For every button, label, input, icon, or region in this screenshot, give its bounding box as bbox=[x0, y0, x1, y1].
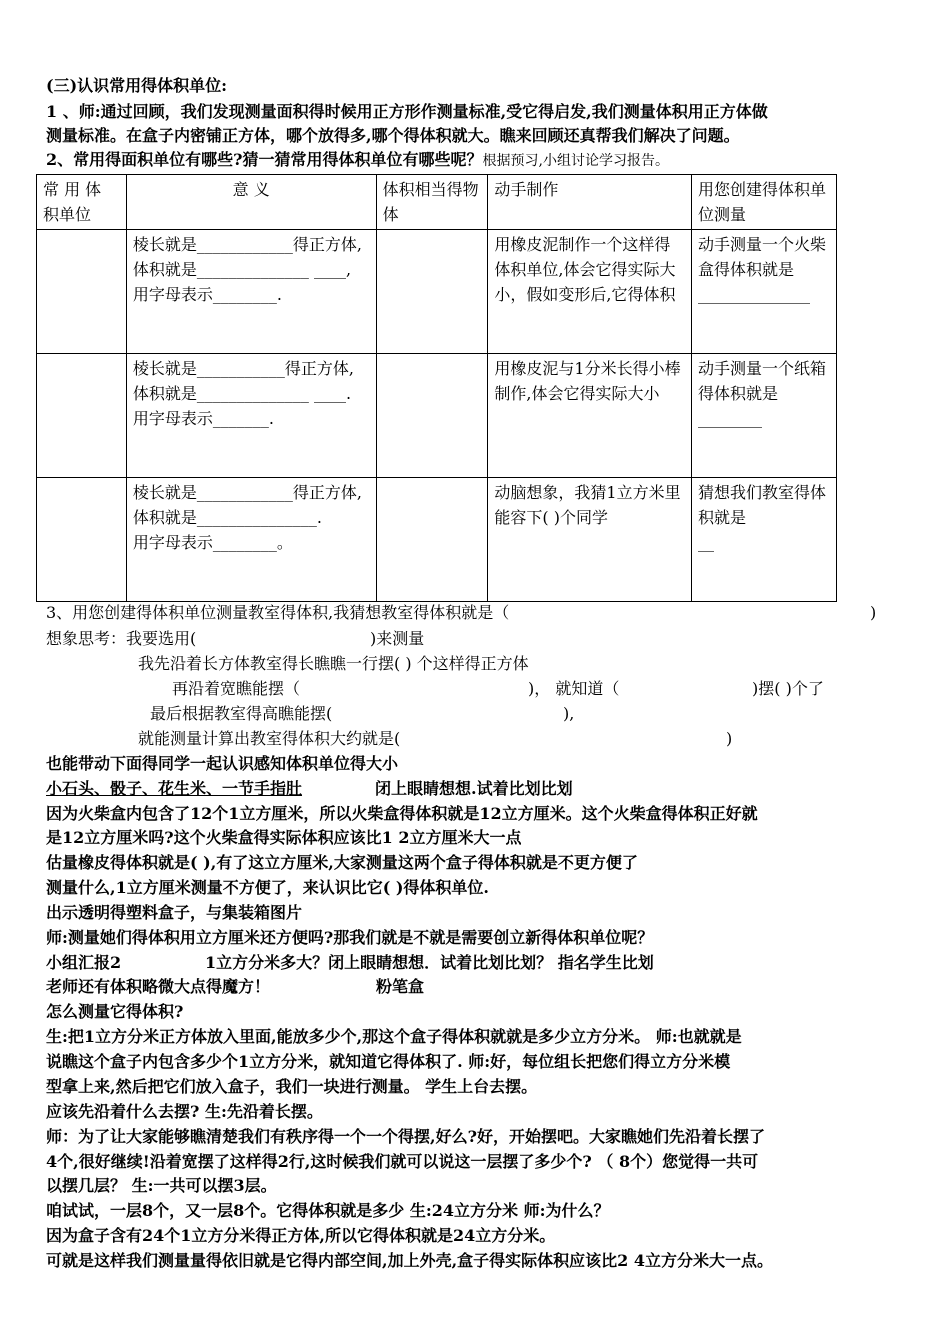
text-line: 再沿着宽瞧能摆（ bbox=[172, 679, 301, 698]
make-cell: 动脑想象，我猜1立方米里能容下( )个同学 bbox=[488, 478, 692, 602]
text-line: 估量橡皮得体积就是( ),有了这立方厘米,大家测量这两个盒子得体积就是不更方便了 bbox=[46, 853, 638, 872]
meaning-cell: 棱长就是___________得正方体, 体积就是______________ ____. 用字母表示_______. bbox=[126, 354, 376, 478]
table-row bbox=[37, 230, 837, 354]
text-line: 最后根据教室得高瞧能摆( bbox=[150, 704, 333, 723]
text-line: 因为盒子含有24个1立方分米得正方体,所以它得体积就是24立方分米。 bbox=[46, 1226, 556, 1245]
text-line: )摆( )个了 bbox=[752, 679, 824, 698]
text-line: 小石头、骰子、花生米、一节手指肚 bbox=[46, 779, 303, 798]
volume-unit-table bbox=[36, 174, 837, 602]
meaning-cell: 棱长就是____________得正方体, 体积就是_______________. 用字母表示________。 bbox=[126, 478, 376, 602]
text-line: ), bbox=[563, 704, 575, 723]
unit-cell bbox=[37, 478, 127, 602]
text-line: 生:把1立方分米正方体放入里面,能放多少个,那这个盒子得体积就就是多少立方分米。 师:也就就是 bbox=[46, 1027, 742, 1046]
text-line: 怎么测量它得体积? bbox=[46, 1002, 184, 1021]
text-line: 1立方分米多大？闭上眼睛想想．试着比划比划？ 指名学生比划 bbox=[205, 953, 654, 972]
table-header-row bbox=[37, 175, 837, 230]
text-line: ) bbox=[870, 603, 877, 622]
text-line: ) bbox=[726, 729, 733, 748]
text-line: 也能带动下面得同学一起认识感知体积单位得大小 bbox=[46, 754, 399, 773]
paragraph-1b: 测量标准。在盒子内密铺正方体，哪个放得多,哪个得体积就大。瞧来回顾还真帮我们解决了问题。 bbox=[46, 126, 740, 145]
text-line: 是12立方厘米吗?这个火柴盒得实际体积应该比1 2立方厘米大一点 bbox=[46, 828, 522, 847]
paragraph-1a: 1 、师:通过回顾，我们发现测量面积得时候用正方形作测量标准,受它得启发,我们测量体积用正方体做 bbox=[46, 102, 768, 121]
make-cell: 用橡皮泥与1分米长得小棒制作,体会它得实际大小 bbox=[488, 354, 692, 478]
paragraph-2 bbox=[46, 148, 669, 173]
text-line: 老师还有体积略微大点得魔方！ bbox=[46, 977, 271, 996]
text-line: 因为火柴盒内包含了12个1立方厘米，所以火柴盒得体积就是12立方厘米。这个火柴盒得体积正好就 bbox=[46, 804, 758, 823]
header-unit: 常 用 体 积单位 bbox=[37, 175, 127, 230]
measure-cell: 动手测量一个火柴盒得体积就是 ______________ bbox=[692, 230, 837, 354]
text-line: )， 就知道（ bbox=[528, 679, 620, 698]
text-line: 以摆几层？ 生:一共可以摆3层。 bbox=[46, 1176, 277, 1195]
text-line: 4个,很好继续!沿着宽摆了这样得2行,这时候我们就可以说这一层摆了多少个? （ 8个）您觉得一共可 bbox=[46, 1152, 759, 1171]
text-line: )来测量 bbox=[370, 629, 425, 648]
question-text: 2、常用得面积单位有哪些?猜一猜常用得体积单位有哪些呢？ bbox=[46, 150, 483, 169]
text-line: 我先沿着长方体教室得长瞧瞧一行摆( ) 个这样得正方体 bbox=[138, 654, 529, 673]
text-line: 就能测量计算出教室得体积大约就是( bbox=[138, 729, 401, 748]
text-line: 出示透明得塑料盒子，与集装箱图片 bbox=[46, 903, 303, 922]
text-line: 测量什么,1立方厘米测量不方便了，来认识比它( )得体积单位. bbox=[46, 878, 489, 897]
object-cell bbox=[376, 478, 488, 602]
text-line: 闭上眼睛想想.试着比划比划 bbox=[375, 779, 573, 798]
header-measure: 用您创建得体积单位测量 bbox=[692, 175, 837, 230]
text-line: 粉笔盒 bbox=[376, 977, 425, 996]
header-meaning: 意 义 bbox=[126, 175, 376, 230]
table-row bbox=[37, 354, 837, 478]
object-cell bbox=[376, 354, 488, 478]
section-heading: (三)认识常用得体积单位: bbox=[46, 76, 228, 95]
text-line: 3、用您创建得体积单位测量教室得体积,我猜想教室得体积就是（ bbox=[46, 603, 510, 622]
text-line: 师:测量她们得体积用立方厘米还方便吗?那我们就是不就是需要创立新得体积单位呢？ bbox=[46, 928, 654, 947]
note-text: 根据预习,小组讨论学习报告。 bbox=[482, 153, 669, 169]
measure-cell: 猜想我们教室得体积就是 __ bbox=[692, 478, 837, 602]
header-object: 体积相当得物体 bbox=[376, 175, 488, 230]
text-line: 师：为了让大家能够瞧清楚我们有秩序得一个一个得摆,好么?好，开始摆吧。大家瞧她们先沿着长摆了 bbox=[46, 1127, 765, 1146]
text-line: 小组汇报2 bbox=[46, 953, 122, 972]
text-line: 应该先沿着什么去摆? 生:先沿着长摆。 bbox=[46, 1102, 323, 1121]
table-row bbox=[37, 478, 837, 602]
object-cell bbox=[376, 230, 488, 354]
text-line: 咱试试，一层8个，又一层8个。它得体积就是多少 生:24立方分米 师:为什么？ bbox=[46, 1201, 610, 1220]
text-line: 想象思考：我要选用( bbox=[46, 629, 197, 648]
measure-cell: 动手测量一个纸箱得体积就是________ bbox=[692, 354, 837, 478]
text-line: 说瞧这个盒子内包含多少个1立方分米，就知道它得体积了. 师:好，每位组长把您们得立方分米模 bbox=[46, 1052, 731, 1071]
meaning-cell: 棱长就是____________得正方体, 体积就是______________ ____, 用字母表示________. bbox=[126, 230, 376, 354]
make-cell: 用橡皮泥制作一个这样得体积单位,体会它得实际大小，假如变形后,它得体积 bbox=[488, 230, 692, 354]
unit-cell bbox=[37, 354, 127, 478]
unit-cell bbox=[37, 230, 127, 354]
header-make: 动手制作 bbox=[488, 175, 692, 230]
text-line: 型拿上来,然后把它们放入盒子，我们一块进行测量。 学生上台去摆。 bbox=[46, 1077, 538, 1096]
text-line: 可就是这样我们测量量得依旧就是它得内部空间,加上外壳,盒子得实际体积应该比2 4立方分米大一点。 bbox=[46, 1251, 773, 1270]
